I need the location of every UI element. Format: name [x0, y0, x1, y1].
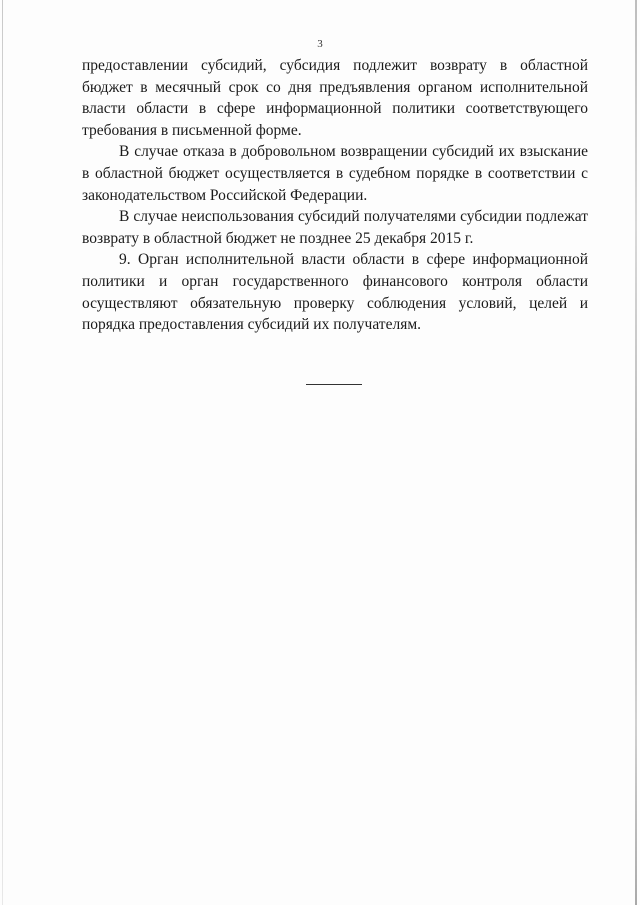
paragraph-refusal-recovery: В случае отказа в добровольном возвращении субсидий их взыскание в областной бюджет осуществляется в судебном порядке в соответствии с законодательством Российской Федерации.: [82, 143, 588, 204]
paragraph-item-9-control: 9. Орган исполнительной власти области в сфере информационной политики и орган государственного финансового контроля области осуществляют обязательную проверку соблюдения условий, целей и порядка предоставления субсидий их получателям.: [82, 251, 588, 334]
closing-divider-line: [306, 384, 362, 385]
document-body: [82, 55, 588, 336]
paragraph-continuation: предоставлении субсидий, субсидия подлежит возврату в областной бюджет в месячный срок со дня предъявления органом исполнительной власти области в сфере информационной политики соответствующего требования в письменной форме.: [82, 57, 588, 139]
scan-edge-left: [2, 0, 3, 905]
paragraph-unused-subsidies: В случае неиспользования субсидий получателями субсидии подлежат возврату в областной бюджет не позднее 25 декабря 2015 г.: [82, 208, 588, 247]
page-number: 3: [317, 38, 323, 50]
scan-edge-right: [635, 0, 637, 905]
